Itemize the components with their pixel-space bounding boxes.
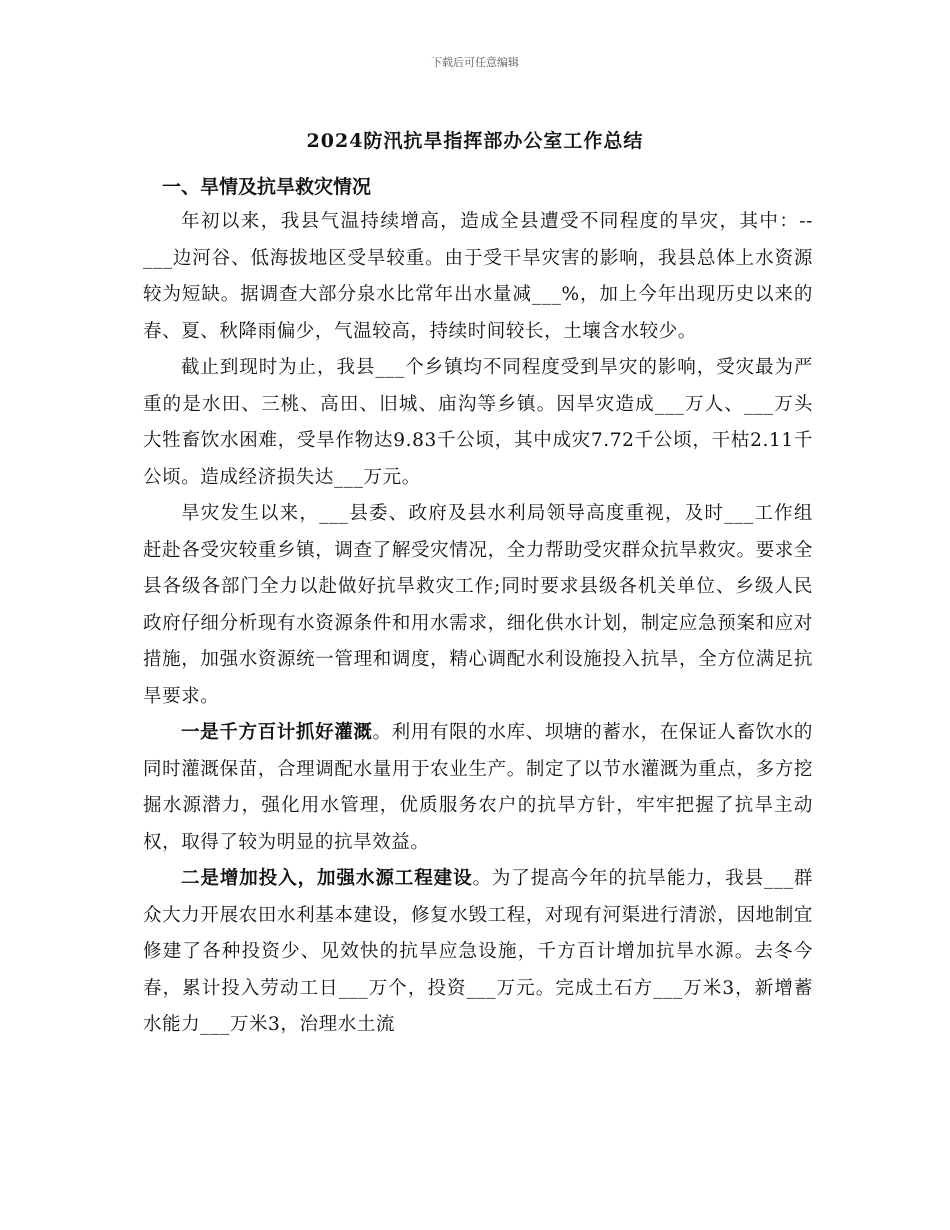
paragraph-lead: 二是增加投入，加强水源工程建设 — [181, 868, 473, 889]
paragraph-2 — [143, 350, 813, 496]
paragraph-text: 截止到现时为止，我县___个乡镇均不同程度受到旱灾的影响，受灾最为严重的是水田、三桃、高田、旧城、庙沟等乡镇。因旱灾造成___万人、___万头大牲畜饮水困难，受旱作物达9.83千公顷，其中成灾7.72千公顷，干枯2.11千公顷。造成经济损失达___万元。 — [143, 357, 813, 488]
document-title: 2024防汛抗旱指挥部办公室工作总结 — [306, 130, 644, 152]
paragraph-lead: 一是千方百计抓好灌溉 — [181, 722, 373, 743]
paragraph-text: 旱灾发生以来，___县委、政府及县水利局领导高度重视，及时___工作组赶赴各受灾较重乡镇，调查了解受灾情况，全力帮助受灾群众抗旱救灾。要求全县各级各部门全力以赴做好抗旱救灾工作;同时要求县级各机关单位、乡级人民政府仔细分析现有水资源条件和用水需求，细化供水计划，制定应急预案和应对措施，加强水资源统一管理和调度，精心调配水利设施投入抗旱，全方位满足抗旱要求。 — [143, 503, 813, 707]
paragraph-text: 年初以来，我县气温持续增高，造成全县遭受不同程度的旱灾，其中：--___边河谷、低海拔地区受旱较重。由于受干旱灾害的影响，我县总体上水资源较为短缺。据调查大部分泉水比常年出水量减___%，加上今年出现历史以来的春、夏、秋降雨偏少，气温较高，持续时间较长，土壤含水较少。 — [143, 211, 813, 342]
paragraph-text: 。利用有限的水库、坝塘的蓄水，在保证人畜饮水的同时灌溉保苗，合理调配水量用于农业生产。制定了以节水灌溉为重点，多方挖掘水源潜力，强化用水管理，优质服务农户的抗旱方针，牢牢把握了抗旱主动权，取得了较为明显的抗旱效益。 — [143, 722, 813, 853]
paragraph-4 — [143, 715, 813, 861]
document-body — [143, 170, 813, 1044]
page-header-note: 下载后可任意编辑 — [431, 56, 519, 69]
paragraph-text: 。为了提高今年的抗旱能力，我县___群众大力开展农田水利基本建设，修复水毁工程，对现有河渠进行清淤，因地制宜修建了各种投资少、见效快的抗旱应急设施，千方百计增加抗旱水源。去冬今春，累计投入劳动工日___万个，投资___万元。完成土石方___万米3，新增蓄水能力___万米3，治理水土流 — [143, 868, 813, 1035]
section-heading: 一、旱情及抗旱救灾情况 — [162, 176, 372, 198]
paragraph-1 — [143, 204, 813, 350]
paragraph-3 — [143, 496, 813, 715]
paragraph-5 — [143, 861, 813, 1044]
